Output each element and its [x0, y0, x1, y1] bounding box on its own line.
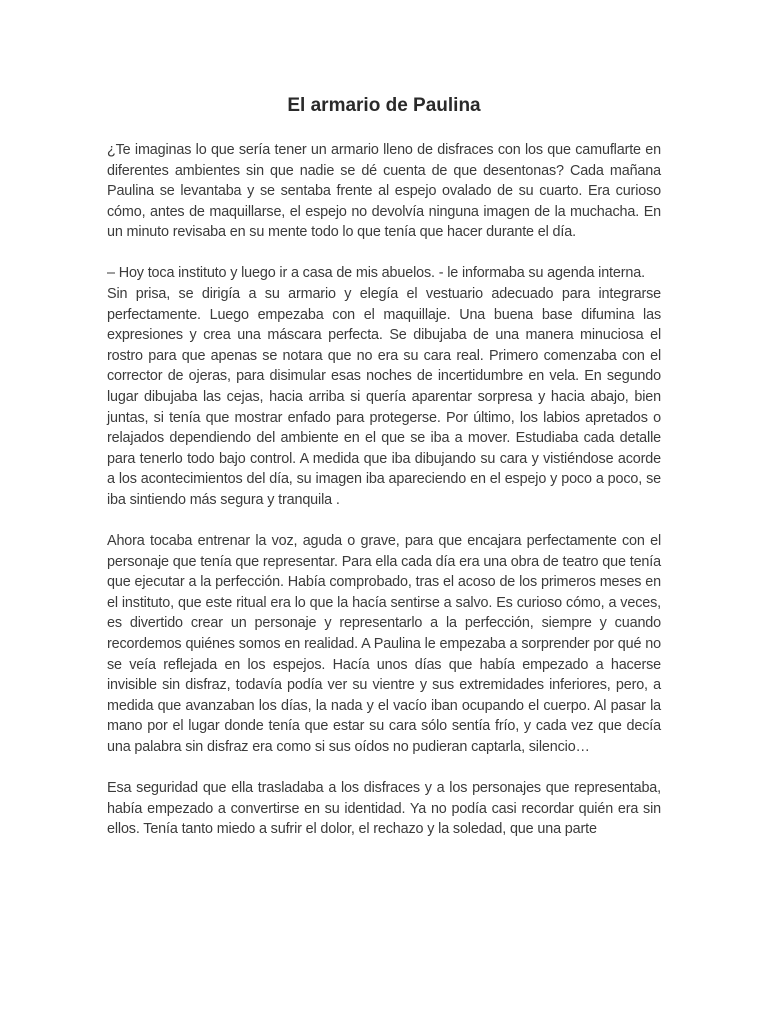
- document-title: El armario de Paulina: [287, 95, 481, 116]
- paragraph-dialogue: – Hoy toca instituto y luego ir a casa de mis abuelos. - le informaba su agenda interna.: [107, 265, 645, 282]
- paragraph-voice-training: Ahora tocaba entrenar la voz, aguda o grave, para que encajara perfectamente con el personaje que tenía que representar. Para ella cada día era una obra de teatro que tenía que ejecutar a la perfección. Había comprobado, tras el acoso de los primeros meses en el instituto, que este ritual era lo que la hacía sentirse a salvo. Es curioso cómo, a veces, es divertido crear un personaje y representarlo a la perfección, siempre y cuando recordemos quiénes somos en realidad. A Paulina le empezaba a sorprender por qué no se veía reflejada en los espejos. Hacía unos días que había empezado a hacerse invisible sin disfraz, todavía podía ver su vientre y sus extremidades inferiores, pero, a medida que avanzaban los días, la nada y el vacío iban ocupando el cuerpo. Al pasar la mano por el lugar donde tenía que estar su cara sólo sentía frío, y cada vez que decía una palabra sin disfraz era como si sus oídos no pudieran captarla, silencio…: [107, 533, 661, 756]
- paragraph-intro: ¿Te imaginas lo que sería tener un armario lleno de disfraces con los que camuflarte en diferentes ambientes sin que nadie se dé cuenta de que desentonas? Cada mañana Paulina se levantaba y se sentaba frente al espejo ovalado de su cuarto. Era curioso cómo, antes de maquillarse, el espejo no devolvía ninguna imagen de la muchacha. En un minuto revisaba en su mente todo lo que tenía que hacer durante el día.: [107, 142, 661, 241]
- paragraph-makeup-routine: Sin prisa, se dirigía a su armario y elegía el vestuario adecuado para integrarse perfectamente. Luego empezaba con el maquillaje. Una buena base difumina las expresiones y crea una máscara perfecta. Se dibujaba de una manera minuciosa el rostro para que apenas se notara que no era su cara real. Primero comenzaba con el corrector de ojeras, para disimular esas noches de incertidumbre en vela. En segundo lugar dibujaba las cejas, hacia arriba si quería aparentar sorpresa y hacia abajo, bien juntas, si tenía que mostrar enfado para protegerse. Por último, los labios apretados o relajados dependiendo del ambiente en el que se iba a mover. Estudiaba cada detalle para tenerlo todo bajo control. A medida que iba dibujando su cara y vistiéndose acorde a los acontecimientos del día, su imagen iba apareciendo en el espejo y poco a poco, se iba sintiendo más segura y tranquila .: [107, 286, 661, 508]
- document-page: [107, 92, 661, 860]
- paragraph-identity: Esa seguridad que ella trasladaba a los disfraces y a los personajes que representaba, había empezado a convertirse en su identidad. Ya no podía casi recordar quién era sin ellos. Tenía tanto miedo a sufrir el dolor, el rechazo y la soledad, que una parte: [107, 780, 661, 838]
